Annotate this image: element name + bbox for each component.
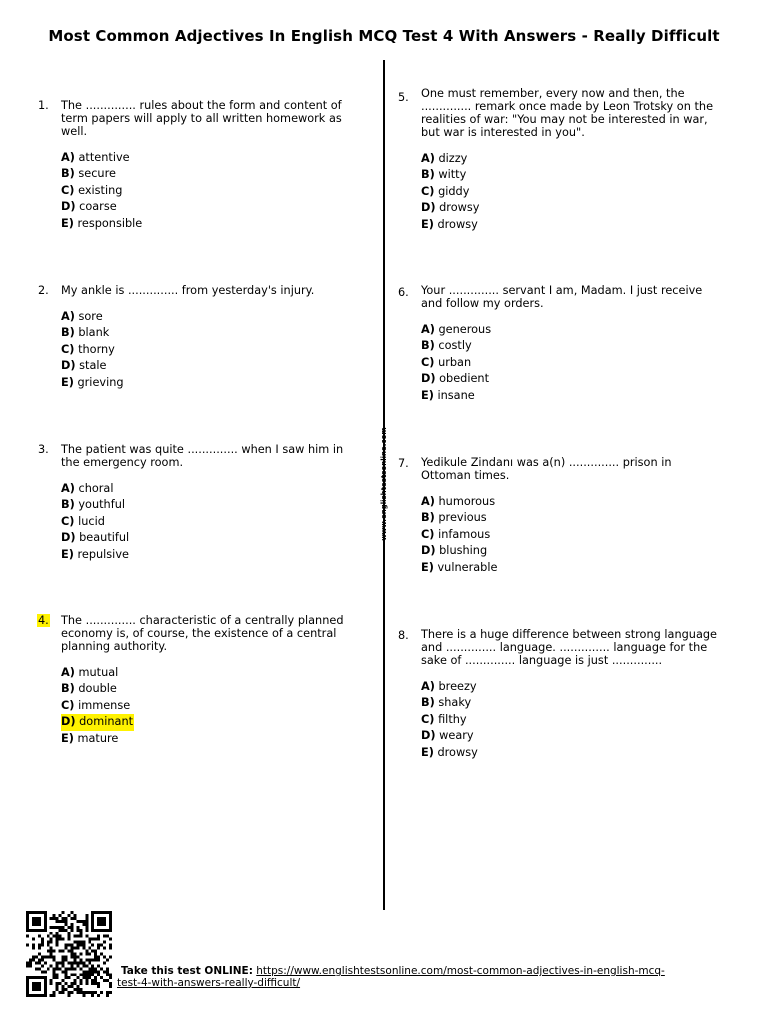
answer-option-e[interactable]: E) drowsy xyxy=(421,217,478,231)
answer-options xyxy=(61,481,361,563)
qr-code[interactable] xyxy=(24,911,114,997)
answer-option-b[interactable]: B) double xyxy=(61,682,117,696)
answer-option-c[interactable]: C) infamous xyxy=(421,527,491,541)
answer-option-e[interactable]: E) responsible xyxy=(61,216,143,230)
question-number: 1. xyxy=(38,99,49,112)
footer-link-block xyxy=(117,965,721,989)
question-4 xyxy=(38,614,361,747)
question-stem: One must remember, every now and then, the .............. remark once made by Leon Trotsky on the realities of war: "You may not be interested in war, but war is interested in you". xyxy=(421,87,714,139)
footer-lead-text: Take this test ONLINE: xyxy=(121,965,253,977)
test-url-link[interactable]: https://www.englishtestsonline.com/most-common-adjectives-in-english-mcq- xyxy=(256,965,665,977)
answer-option-a[interactable]: A) breezy xyxy=(421,680,477,693)
answer-option-d[interactable]: D) beautiful xyxy=(61,531,130,545)
answer-options xyxy=(421,322,721,404)
answer-options xyxy=(61,309,361,391)
answer-option-a[interactable]: A) choral xyxy=(61,482,114,495)
answer-option-c[interactable]: C) filthy xyxy=(421,712,467,726)
answer-option-e[interactable]: E) mature xyxy=(61,731,119,745)
answer-option-b[interactable]: B) secure xyxy=(61,167,116,181)
answer-option-d-highlighted[interactable]: D) dominant xyxy=(61,714,134,730)
answer-option-e[interactable]: E) repulsive xyxy=(61,547,129,561)
question-number: 2. xyxy=(38,284,49,297)
answer-option-c[interactable]: C) giddy xyxy=(421,184,470,198)
question-7 xyxy=(398,456,721,576)
page-title: Most Common Adjectives In English MCQ Test 4 With Answers - Really Difficult xyxy=(48,27,720,45)
answer-option-c[interactable]: C) lucid xyxy=(61,514,105,528)
question-number: 4. xyxy=(38,614,49,627)
question-8 xyxy=(398,628,721,761)
question-1 xyxy=(38,99,361,232)
answer-option-b[interactable]: B) previous xyxy=(421,511,487,525)
question-5 xyxy=(398,87,721,233)
question-number: 7. xyxy=(398,457,409,470)
answer-option-b[interactable]: B) costly xyxy=(421,339,472,353)
question-number: 6. xyxy=(398,286,409,299)
answer-option-d[interactable]: D) coarse xyxy=(61,200,117,214)
answer-option-c[interactable]: C) immense xyxy=(61,698,131,712)
answer-option-a[interactable]: A) dizzy xyxy=(421,152,468,165)
answer-option-d[interactable]: D) weary xyxy=(421,729,474,743)
answer-options xyxy=(61,665,361,747)
answer-option-d[interactable]: D) stale xyxy=(61,359,107,373)
answer-options xyxy=(61,150,361,232)
question-stem: My ankle is .............. from yesterday's injury. xyxy=(61,284,315,297)
question-number: 8. xyxy=(398,629,409,642)
question-number: 3. xyxy=(38,443,49,456)
question-stem: The patient was quite .............. when I saw him in the emergency room. xyxy=(61,443,344,469)
answer-option-e[interactable]: E) insane xyxy=(421,388,475,402)
answer-option-c[interactable]: C) existing xyxy=(61,183,123,197)
answer-options xyxy=(421,151,721,233)
answer-option-c[interactable]: C) urban xyxy=(421,355,472,369)
question-number: 5. xyxy=(398,91,409,104)
answer-option-d[interactable]: D) drowsy xyxy=(421,201,480,215)
question-stem: Your .............. servant I am, Madam. I just receive and follow my orders. xyxy=(421,284,703,310)
question-stem: Yedikule Zindanı was a(n) .............. prison in Ottoman times. xyxy=(421,456,672,482)
test-url-link-continued[interactable]: test-4-with-answers-really-difficult/ xyxy=(117,977,301,989)
answer-option-e[interactable]: E) vulnerable xyxy=(421,560,498,574)
answer-options xyxy=(421,679,721,761)
answer-option-b[interactable]: B) blank xyxy=(61,326,110,340)
answer-option-a[interactable]: A) attentive xyxy=(61,151,130,164)
question-stem: The .............. rules about the form and content of term papers will apply to all written homework as well. xyxy=(61,99,342,138)
answer-option-d[interactable]: D) blushing xyxy=(421,544,488,558)
answer-option-b[interactable]: B) shaky xyxy=(421,696,472,710)
answer-option-e[interactable]: E) drowsy xyxy=(421,745,478,759)
question-3 xyxy=(38,443,361,563)
answer-option-e[interactable]: E) grieving xyxy=(61,375,124,389)
answer-option-a[interactable]: A) mutual xyxy=(61,666,119,679)
answer-options xyxy=(421,494,721,576)
question-stem: The .............. characteristic of a centrally planned economy is, of course, the existence of a central planning authority. xyxy=(61,614,344,653)
answer-option-b[interactable]: B) youthful xyxy=(61,498,125,512)
question-2 xyxy=(38,284,361,391)
question-stem: There is a huge difference between strong language and .............. language. .............. language for the sake of .............. language is just .............. xyxy=(421,628,717,667)
question-6 xyxy=(398,284,721,404)
answer-option-a[interactable]: A) sore xyxy=(61,310,103,323)
side-watermark-text: www.englishtestsonline.com xyxy=(380,427,388,541)
answer-option-a[interactable]: A) humorous xyxy=(421,495,496,508)
answer-option-b[interactable]: B) witty xyxy=(421,168,467,182)
answer-option-c[interactable]: C) thorny xyxy=(61,342,115,356)
answer-option-a[interactable]: A) generous xyxy=(421,323,492,336)
answer-option-d[interactable]: D) obedient xyxy=(421,372,490,386)
